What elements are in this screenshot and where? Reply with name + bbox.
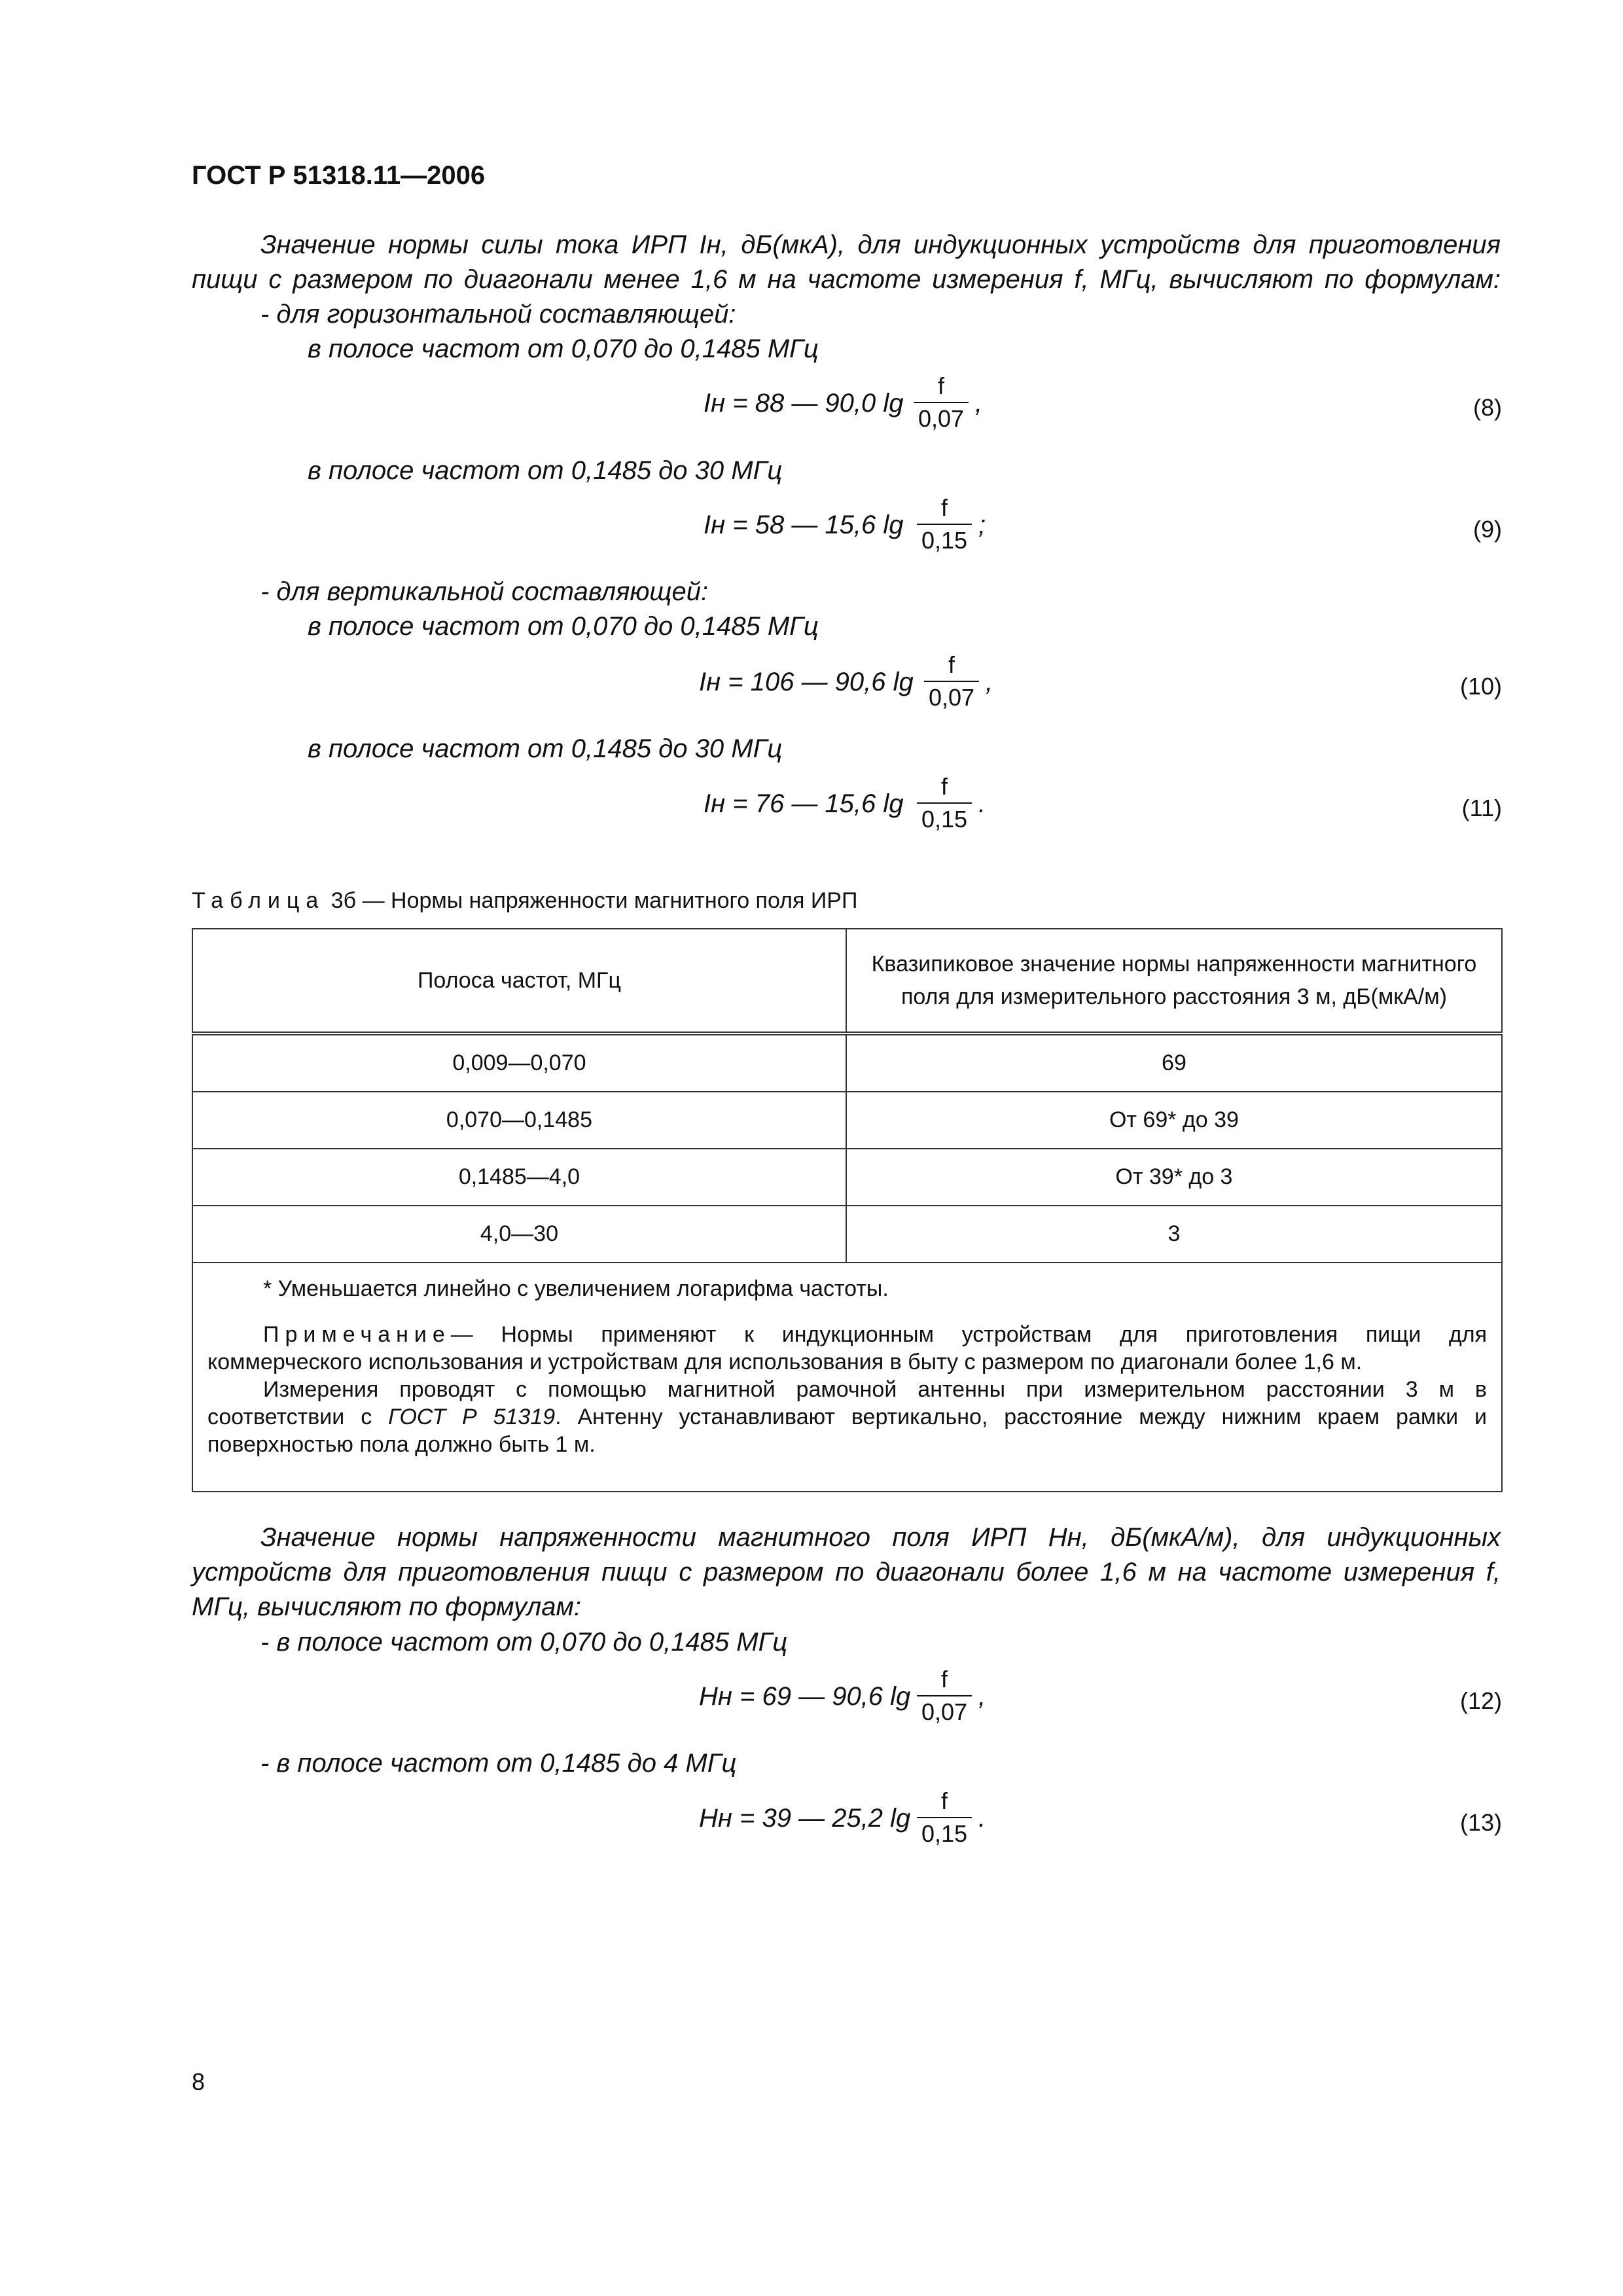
fraction-denominator: 0,15 xyxy=(921,806,968,833)
table-footnote: * Уменьшается линейно с увеличением логарифма частоты. xyxy=(263,1276,889,1301)
formula-10-punct: , xyxy=(986,668,993,696)
page-number: 8 xyxy=(192,2068,205,2095)
cell-value: 3 xyxy=(846,1206,1502,1263)
bullet-band-a: - в полосе частот от 0,070 до 0,1485 МГц xyxy=(260,1628,788,1657)
fraction-denominator: 0,07 xyxy=(921,1698,968,1725)
note-line-3: Измерения проводят с помощью магнитной рамочной антенны при измерительном расстоянии 3 м в xyxy=(263,1377,1487,1402)
standard-reference: ГОСТ Р 51319 xyxy=(388,1405,556,1429)
formula-10-lhs: Iн = 106 — 90,6 lg xyxy=(699,668,914,696)
cell-band: 0,1485—4,0 xyxy=(192,1149,846,1206)
table-row xyxy=(192,1149,1502,1206)
fraction-denominator: 0,07 xyxy=(928,684,975,711)
table-row xyxy=(192,1206,1502,1263)
intro-paragraph xyxy=(192,228,1501,297)
fraction-numerator: f xyxy=(914,373,969,403)
table-header-row xyxy=(192,929,1502,1033)
col-header-value-line-1: Квазипиковое значение нормы напряженности магнитного xyxy=(871,952,1477,977)
table-notes xyxy=(192,1263,1502,1492)
bullet-horizontal: - для горизонтальной составляющей: xyxy=(260,300,736,329)
bullet-vertical: - для вертикальной составляющей: xyxy=(260,577,709,606)
formula-11-lhs: Iн = 76 — 15,6 lg xyxy=(704,789,904,818)
note-line-1 xyxy=(207,1321,1487,1348)
cell-value: От 39* до 3 xyxy=(846,1149,1502,1206)
formula-9-lhs: Iн = 58 — 15,6 lg xyxy=(704,511,904,539)
table-row xyxy=(192,1033,1502,1092)
intro-line-2: пищи с размером по диагонали менее 1,6 м на частоте измерения f, МГц, вычисляют по формулам: xyxy=(192,265,1501,294)
para2-line-1: Значение нормы напряженности магнитного поля ИРП Hн, дБ(мкА/м), для индукционных xyxy=(260,1523,1501,1552)
col-header-value-line-2: поля для измерительного расстояния 3 м, дБ(мкА/м) xyxy=(901,984,1447,1009)
note-line-4-end: . Антенну устанавливают вертикально, расстояние между нижним краем рамки и xyxy=(555,1405,1487,1429)
formula-12-punct: , xyxy=(978,1682,986,1711)
fraction-numerator: f xyxy=(917,774,972,804)
band-label-a: в полосе частот от 0,070 до 0,1485 МГц xyxy=(308,334,819,363)
col-header-value xyxy=(846,929,1502,1033)
formula-8-fraction xyxy=(914,373,969,432)
table-caption-word: Таблица xyxy=(192,888,325,913)
norms-table xyxy=(192,928,1503,1492)
equation-number-11: (11) xyxy=(1461,795,1502,821)
note-label: Примечание xyxy=(263,1322,451,1347)
note-line-4 xyxy=(207,1403,1487,1431)
band-label-c: в полосе частот от 0,070 до 0,1485 МГц xyxy=(308,612,819,641)
equation-number-8: (8) xyxy=(1473,394,1502,421)
formula-12-lhs: Hн = 69 — 90,6 lg xyxy=(699,1682,911,1711)
cell-band: 4,0—30 xyxy=(192,1206,846,1263)
formula-11-punct: . xyxy=(978,789,986,818)
bullet-band-b: - в полосе частот от 0,1485 до 4 МГц xyxy=(260,1749,737,1778)
intro-line-1: Значение нормы силы тока ИРП Iн, дБ(мкА), для индукционных устройств для приготовления xyxy=(260,230,1501,259)
cell-value: 69 xyxy=(846,1033,1502,1092)
equation-number-10: (10) xyxy=(1459,673,1502,700)
formula-8-punct: , xyxy=(975,389,983,418)
table-caption-title: 3б — Нормы напряженности магнитного поля ИРП xyxy=(330,888,858,913)
fraction-numerator: f xyxy=(917,1666,972,1696)
formula-9-punct: ; xyxy=(978,511,986,539)
fraction-denominator: 0,07 xyxy=(918,405,965,432)
equation-number-13: (13) xyxy=(1459,1809,1502,1836)
equation-number-12: (12) xyxy=(1459,1687,1502,1714)
formula-8-lhs: Iн = 88 — 90,0 lg xyxy=(704,389,904,418)
formula-13-punct: . xyxy=(978,1804,986,1833)
table-notes-row xyxy=(192,1263,1502,1492)
note-line-5: поверхностью пола должно быть 1 м. xyxy=(207,1432,596,1457)
formula-13-lhs: Hн = 39 — 25,2 lg xyxy=(699,1804,911,1833)
cell-band: 0,070—0,1485 xyxy=(192,1092,846,1149)
col-header-band: Полоса частот, МГц xyxy=(192,929,846,1033)
note-line-1-text: — Нормы применяют к индукционным устройствам для приготовления пищи для xyxy=(450,1322,1487,1347)
note-line-2: коммерческого использования и устройствам для использования в быту с размером по диагонали более 1,6 м. xyxy=(207,1350,1363,1374)
fraction-numerator: f xyxy=(917,495,972,525)
formula-9-fraction xyxy=(917,495,972,554)
cell-value: От 69* до 39 xyxy=(846,1092,1502,1149)
fraction-numerator: f xyxy=(924,652,979,682)
band-label-b: в полосе частот от 0,1485 до 30 МГц xyxy=(308,456,783,485)
document-header: ГОСТ Р 51318.11—2006 xyxy=(192,161,486,190)
magnetic-field-paragraph xyxy=(192,1520,1501,1624)
formula-11-fraction xyxy=(917,774,972,833)
band-label-d: в полосе частот от 0,1485 до 30 МГц xyxy=(308,734,783,763)
equation-number-9: (9) xyxy=(1473,516,1502,543)
formula-10-fraction xyxy=(924,652,979,711)
table-row xyxy=(192,1092,1502,1149)
formula-13-fraction xyxy=(917,1788,972,1847)
note-line-4-start: соответствии с xyxy=(207,1405,389,1429)
cell-band: 0,009—0,070 xyxy=(192,1033,846,1092)
fraction-numerator: f xyxy=(917,1788,972,1818)
para2-line-2: устройств для приготовления пищи с размером по диагонали более 1,6 м на частоте измерения f, xyxy=(192,1558,1501,1587)
formula-12-fraction xyxy=(917,1666,972,1725)
para2-line-3: МГц, вычисляют по формулам: xyxy=(192,1592,582,1621)
fraction-denominator: 0,15 xyxy=(921,527,968,554)
fraction-denominator: 0,15 xyxy=(921,1820,968,1847)
table-caption xyxy=(192,888,857,914)
